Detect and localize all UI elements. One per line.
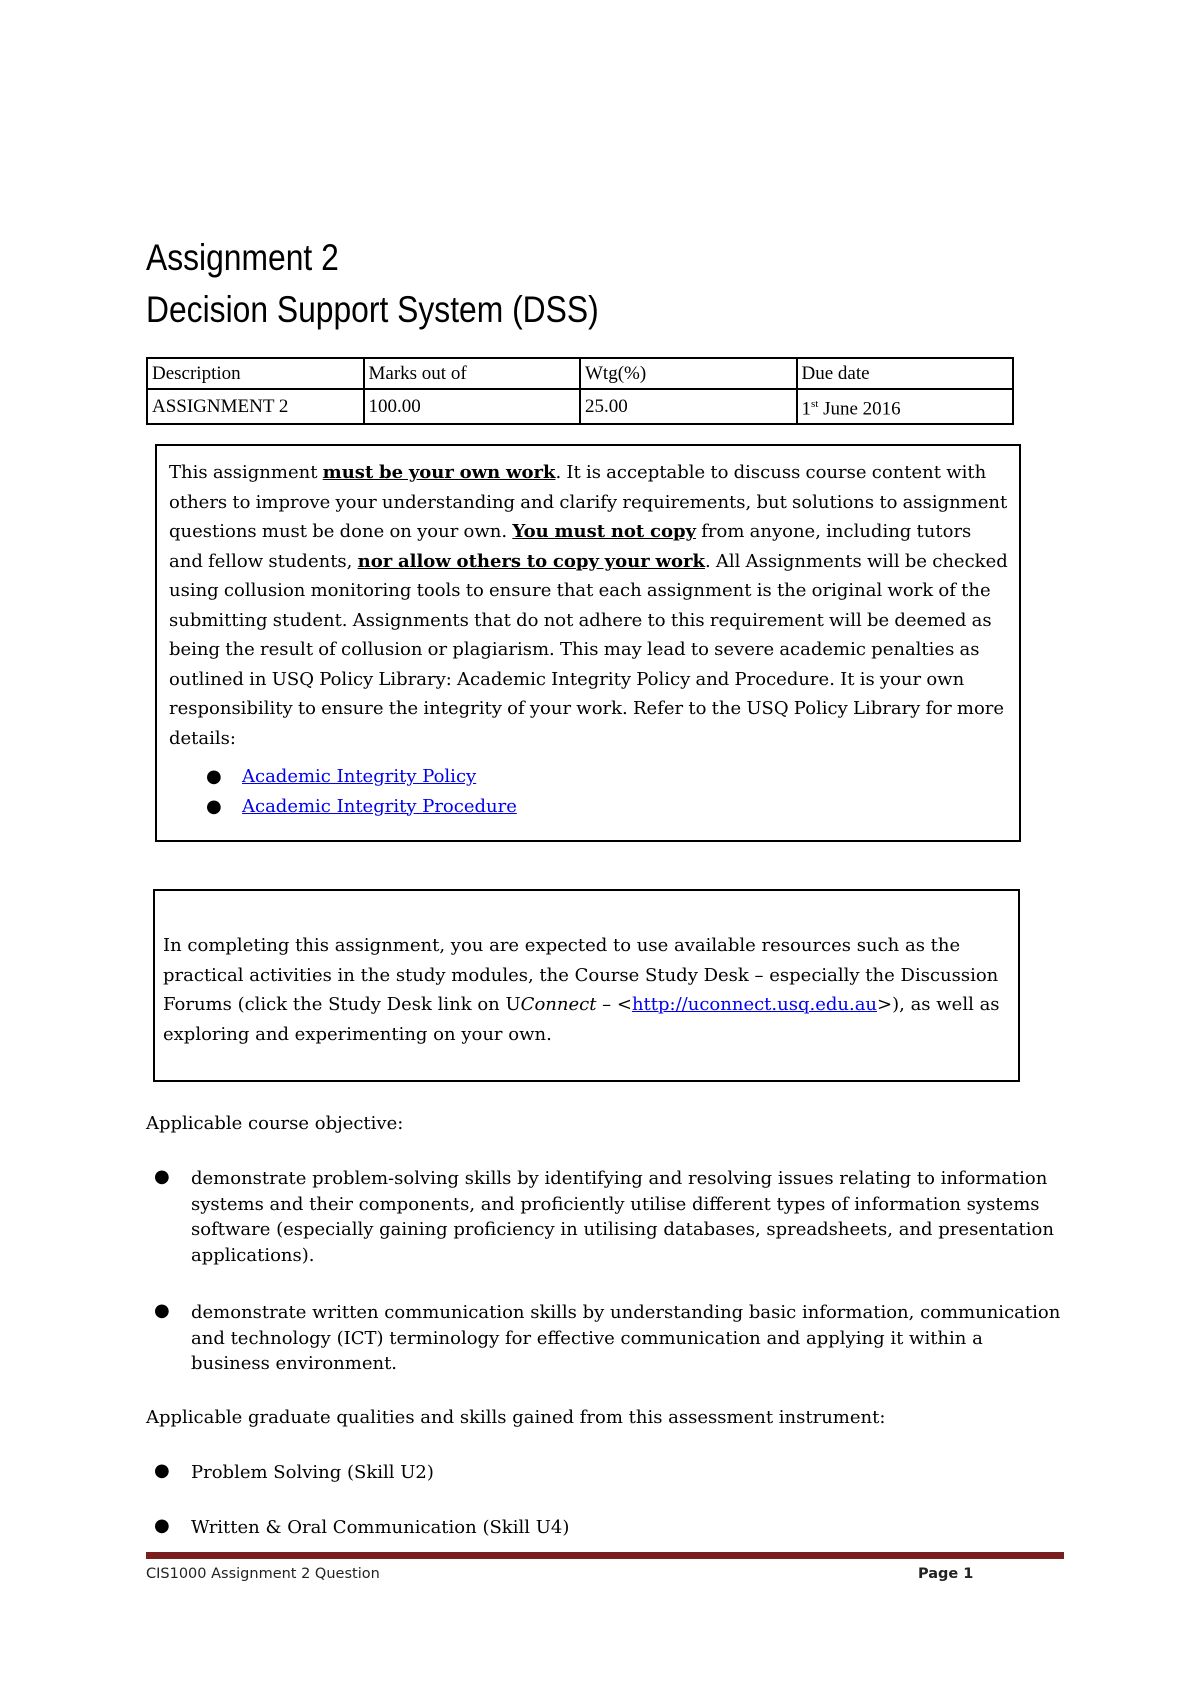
quality-text: Problem Solving (Skill U2) — [191, 1462, 434, 1483]
due-month-year: June 2016 — [818, 398, 901, 420]
title-block — [146, 232, 672, 336]
assignment-title: Assignment 2 — [146, 237, 339, 278]
bullet-icon: ● — [154, 1166, 170, 1187]
integrity-emphasis-own-work: must be your own work — [322, 462, 556, 483]
table-row — [147, 389, 1013, 424]
integrity-emphasis-no-allow: nor allow others to copy your work — [357, 550, 705, 572]
footer-divider — [146, 1552, 1064, 1559]
objective-text: demonstrate written communication skills by understanding basic information, communication and technology (ICT) terminology for effective communication and applying it within a business environment. — [191, 1302, 1061, 1374]
header-description: Description — [147, 358, 364, 389]
objective-text: demonstrate problem-solving skills by identifying and resolving issues relating to information systems and their components, and proficiently utilise different types of information systems software (especially gaining proficiency in utilising databases, spreadsheets, and presentation applications). — [191, 1168, 1054, 1266]
academic-integrity-notice — [155, 444, 1021, 842]
due-day-suffix: st — [811, 398, 819, 410]
integrity-text-1: This assignment — [169, 462, 323, 483]
footer-course-label: CIS1000 Assignment 2 Question — [146, 1566, 380, 1582]
list-item — [146, 1300, 1066, 1377]
integrity-paragraph — [169, 458, 1009, 753]
academic-integrity-policy-link[interactable]: Academic Integrity Policy — [242, 766, 477, 787]
resources-paragraph — [163, 931, 1008, 1049]
resources-italic-connect: Connect — [520, 994, 597, 1015]
policy-link-list — [169, 762, 1009, 821]
list-item — [169, 762, 1009, 792]
cell-weight: 25.00 — [580, 389, 797, 424]
objectives-heading: Applicable course objective: — [146, 1113, 404, 1134]
assignment-info-table — [146, 357, 1014, 425]
list-item — [146, 1460, 1066, 1486]
quality-text: Written & Oral Communication (Skill U4) — [191, 1517, 570, 1538]
footer-page-number: Page 1 — [918, 1566, 974, 1582]
academic-integrity-procedure-link[interactable]: Academic Integrity Procedure — [242, 795, 517, 817]
bullet-icon: ● — [154, 1515, 170, 1536]
bullet-icon: ● — [206, 766, 222, 787]
integrity-emphasis-no-copy: You must not copy — [512, 521, 697, 542]
cell-due-date — [797, 389, 1014, 424]
integrity-text-3: from anyone, including tutors and fellow students, — [169, 521, 972, 572]
integrity-text-2: . It is acceptable to discuss course content with others to improve your understanding and clarify requirements, but solutions to assignment questions must be done on your own. — [169, 462, 1008, 542]
resources-notice — [153, 889, 1020, 1082]
cell-description: ASSIGNMENT 2 — [147, 389, 364, 424]
list-item — [169, 792, 1009, 822]
bullet-icon: ● — [154, 1300, 170, 1321]
due-day: 1 — [801, 398, 811, 420]
resources-text-2: – < — [596, 994, 632, 1015]
assignment-subtitle: Decision Support System (DSS) — [146, 289, 599, 330]
uconnect-link[interactable]: http://uconnect.usq.edu.au — [631, 994, 878, 1015]
cell-marks: 100.00 — [364, 389, 581, 424]
table-header-row — [147, 358, 1013, 389]
header-marks: Marks out of — [364, 358, 581, 389]
list-item — [146, 1515, 1066, 1541]
qualities-heading: Applicable graduate qualities and skills gained from this assessment instrument: — [146, 1407, 886, 1428]
bullet-icon: ● — [154, 1460, 170, 1481]
header-weight: Wtg(%) — [580, 358, 797, 389]
integrity-text-4: . All Assignments will be checked using collusion monitoring tools to ensure that each assignment is the original work of the submitting student. Assignments that do not adhere to this requirement will be deemed as being the result of collusion or plagiarism. This may lead to severe academic penalties as outlined in USQ Policy Library: Academic Integrity Policy and Procedure. It is your own responsibility to ensure the integrity of your work. Refer to the USQ Policy Library for more details: — [169, 550, 1008, 749]
header-due-date: Due date — [797, 358, 1014, 389]
list-item — [146, 1166, 1066, 1268]
resources-text-1: In completing this assignment, you are expected to use available resources such as the practical activities in the study modules, the Course Study Desk – especially the Discussion Forums (click the Study Desk link on U — [163, 935, 999, 1015]
resources-text-3: >), as well as exploring and experimenting on your own. — [163, 994, 1000, 1045]
bullet-icon: ● — [206, 795, 222, 817]
